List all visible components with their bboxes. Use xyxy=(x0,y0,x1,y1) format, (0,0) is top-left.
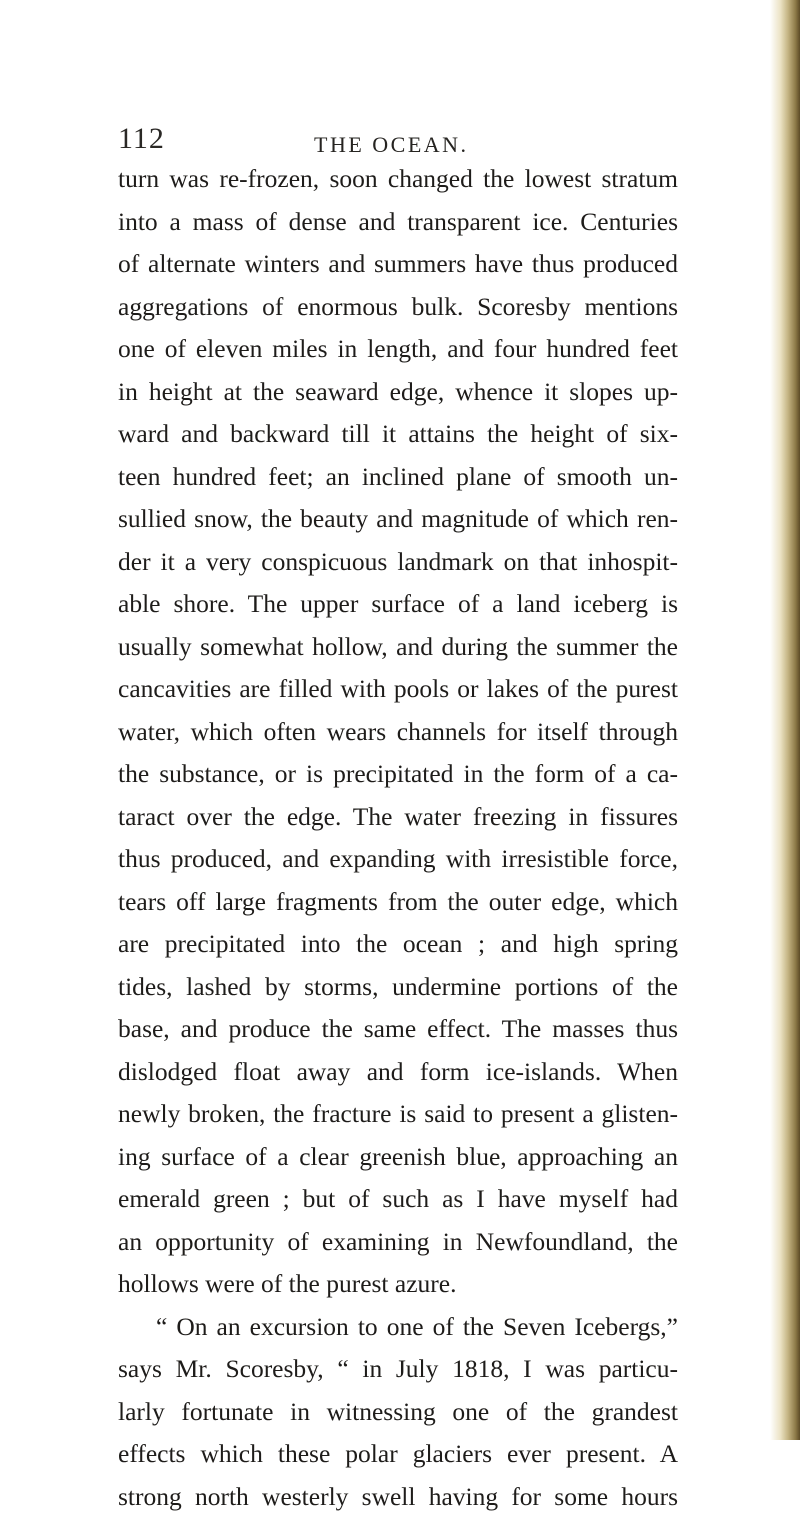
text-line: newly broken, the fracture is said to present a glisten- xyxy=(118,1093,678,1136)
text-line: sullied snow, the beauty and magnitude of which ren- xyxy=(118,498,678,541)
text-line: dislodged float away and form ice-islands. When xyxy=(118,1051,678,1094)
text-line: taract over the edge. The water freezing in fissures xyxy=(118,796,678,839)
text-line: ward and backward till it attains the height of six- xyxy=(118,413,678,456)
text-line: into a mass of dense and transparent ice. Centuries xyxy=(118,201,678,244)
text-line: cancavities are filled with pools or lakes of the purest xyxy=(118,668,678,711)
text-line: water, which often wears channels for itself through xyxy=(118,711,678,754)
page-edge-shadow xyxy=(770,0,800,1440)
text-line: usually somewhat hollow, and during the summer the xyxy=(118,626,678,669)
text-line: tides, lashed by storms, undermine portions of the xyxy=(118,966,678,1009)
text-line: the substance, or is precipitated in the form of a ca- xyxy=(118,753,678,796)
text-line: an opportunity of examining in Newfoundland, the xyxy=(118,1221,678,1264)
text-line: says Mr. Scoresby, “ in July 1818, I was particu- xyxy=(118,1348,678,1391)
text-line: emerald green ; but of such as I have myself had xyxy=(118,1178,678,1221)
text-line: base, and produce the same effect. The masses thus xyxy=(118,1008,678,1051)
text-line: are precipitated into the ocean ; and high spring xyxy=(118,923,678,966)
text-line: strong north westerly swell having for some hours xyxy=(118,1476,678,1518)
text-line: one of eleven miles in length, and four hundred feet xyxy=(118,328,678,371)
text-line: der it a very conspicuous landmark on that inhospit- xyxy=(118,541,678,584)
text-line: ing surface of a clear greenish blue, approaching an xyxy=(118,1136,678,1179)
text-line: aggregations of enormous bulk. Scoresby mentions xyxy=(118,286,678,329)
text-line: larly fortunate in witnessing one of the grandest xyxy=(118,1391,678,1434)
text-line: in height at the seaward edge, whence it slopes up- xyxy=(118,371,678,414)
paragraph-start-line: “ On an excursion to one of the Seven Icebergs,” xyxy=(118,1306,678,1349)
paragraph-end-line: hollows were of the purest azure. xyxy=(118,1263,678,1306)
text-line: able shore. The upper surface of a land iceberg is xyxy=(118,583,678,626)
text-line: turn was re-frozen, soon changed the lowest stratum xyxy=(118,158,678,201)
running-title: THE OCEAN. xyxy=(314,132,469,158)
text-line: of alternate winters and summers have thus produced xyxy=(118,243,678,286)
text-line: tears off large fragments from the outer edge, which xyxy=(118,881,678,924)
text-line: thus produced, and expanding with irresistible force, xyxy=(118,838,678,881)
text-line: teen hundred feet; an inclined plane of smooth un- xyxy=(118,456,678,499)
text-line: effects which these polar glaciers ever present. A xyxy=(118,1433,678,1476)
page-number: 112 xyxy=(118,122,165,156)
body-text xyxy=(118,158,678,1518)
